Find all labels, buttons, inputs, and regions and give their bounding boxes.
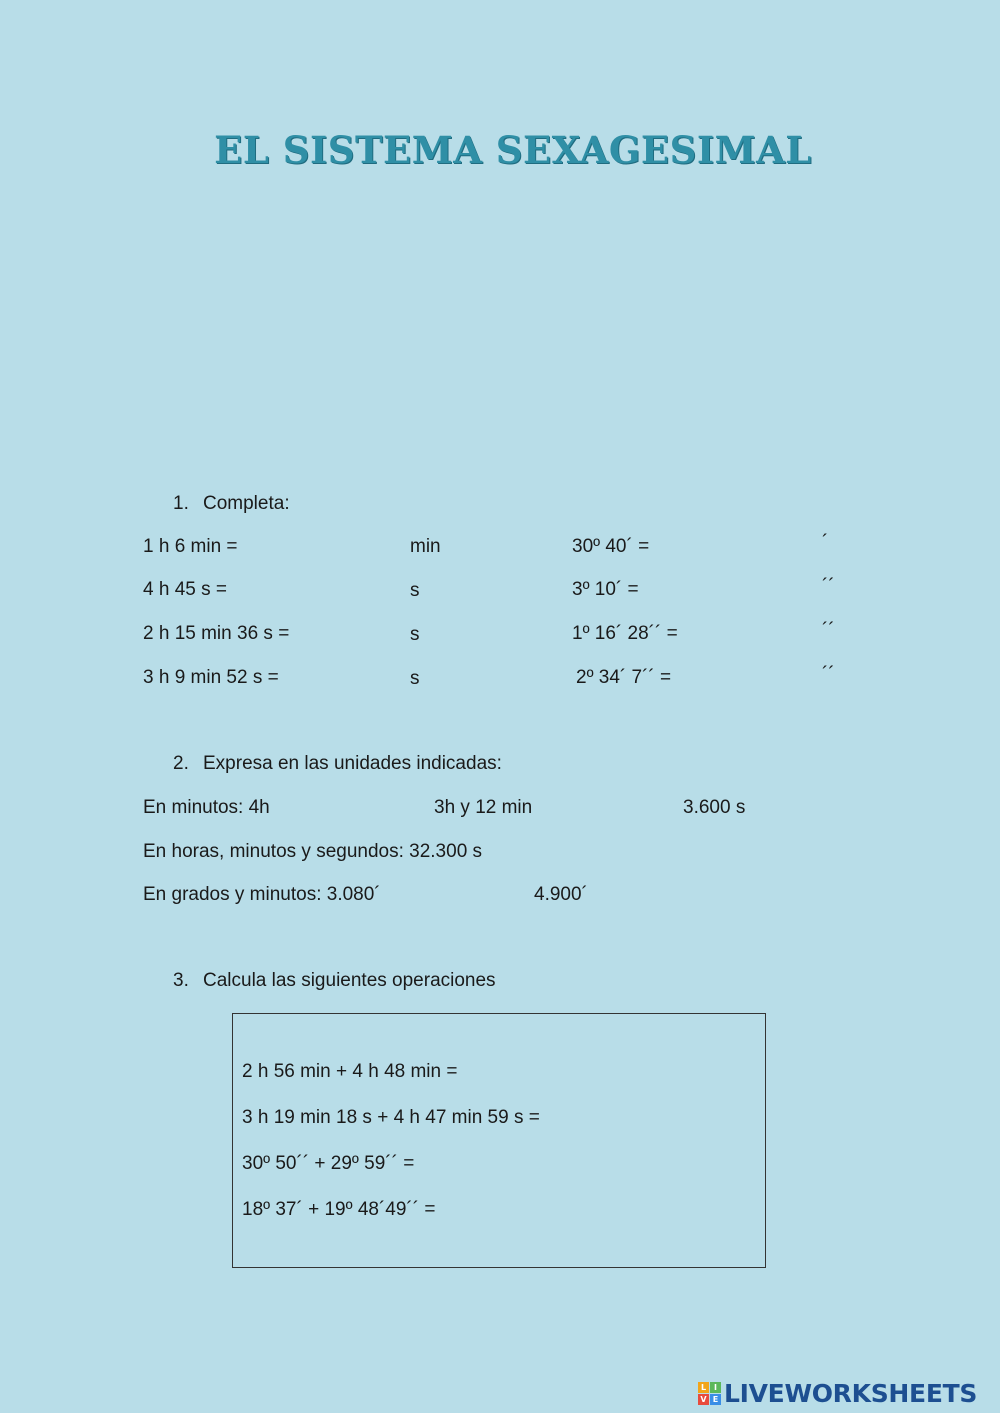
s3-operation-4: 18º 37´ + 19º 48´49´´ =	[242, 1199, 436, 1220]
s2-minutes-label: En minutos: 4h	[143, 797, 270, 818]
s1-row3-unit: s	[410, 624, 420, 645]
operations-box	[232, 1013, 766, 1268]
logo-letter-e: E	[710, 1394, 721, 1405]
section2-heading	[173, 753, 502, 775]
s1-row2-unit: s	[410, 580, 420, 601]
section3-number: 3.	[173, 970, 189, 991]
liveworksheets-logo-icon	[698, 1382, 721, 1405]
section2-number: 2.	[173, 753, 189, 774]
s3-operation-3: 30º 50´´ + 29º 59´´ =	[242, 1153, 415, 1174]
section1-heading-text: Completa:	[203, 493, 290, 514]
page-title: EL SISTEMA SEXAGESIMAL	[214, 128, 812, 172]
s1-row2-right-unit: ´´	[822, 576, 835, 597]
s2-degrees-label: En grados y minutos: 3.080´	[143, 884, 381, 905]
s1-row3-right: 1º 16´ 28´´ =	[572, 623, 678, 644]
section1-heading	[173, 493, 290, 515]
section3-heading-text: Calcula las siguientes operaciones	[203, 970, 496, 991]
s1-row2-left: 4 h 45 s =	[143, 579, 227, 600]
s1-row4-right: 2º 34´ 7´´ =	[576, 667, 672, 688]
section1-number: 1.	[173, 493, 189, 514]
s1-row4-right-unit: ´´	[822, 664, 835, 685]
s2-minutes-item3: 3.600 s	[683, 797, 746, 818]
s1-row1-right-unit: ´	[822, 532, 829, 553]
section3-heading	[173, 970, 496, 992]
s1-row3-right-unit: ´´	[822, 620, 835, 641]
s1-row1-right: 30º 40´ =	[572, 536, 650, 557]
s1-row4-unit: s	[410, 668, 420, 689]
s1-row4-left: 3 h 9 min 52 s =	[143, 667, 279, 688]
s1-row3-left: 2 h 15 min 36 s =	[143, 623, 290, 644]
liveworksheets-brand[interactable]	[698, 1378, 977, 1408]
s2-degrees-item2: 4.900´	[534, 884, 588, 905]
logo-letter-i: I	[710, 1382, 721, 1393]
s3-operation-2: 3 h 19 min 18 s + 4 h 47 min 59 s =	[242, 1107, 540, 1128]
s2-hms-label: En horas, minutos y segundos: 32.300 s	[143, 841, 483, 862]
logo-letter-v: V	[698, 1394, 709, 1405]
s1-row2-right: 3º 10´ =	[572, 579, 639, 600]
logo-letter-l: L	[698, 1382, 709, 1393]
brand-text: LIVEWORKSHEETS	[724, 1378, 978, 1408]
s2-minutes-item2: 3h y 12 min	[434, 797, 533, 818]
section2-heading-text: Expresa en las unidades indicadas:	[203, 753, 502, 774]
s3-operation-1: 2 h 56 min + 4 h 48 min =	[242, 1061, 458, 1082]
s1-row1-left: 1 h 6 min =	[143, 536, 238, 557]
s1-row1-unit: min	[410, 536, 441, 557]
